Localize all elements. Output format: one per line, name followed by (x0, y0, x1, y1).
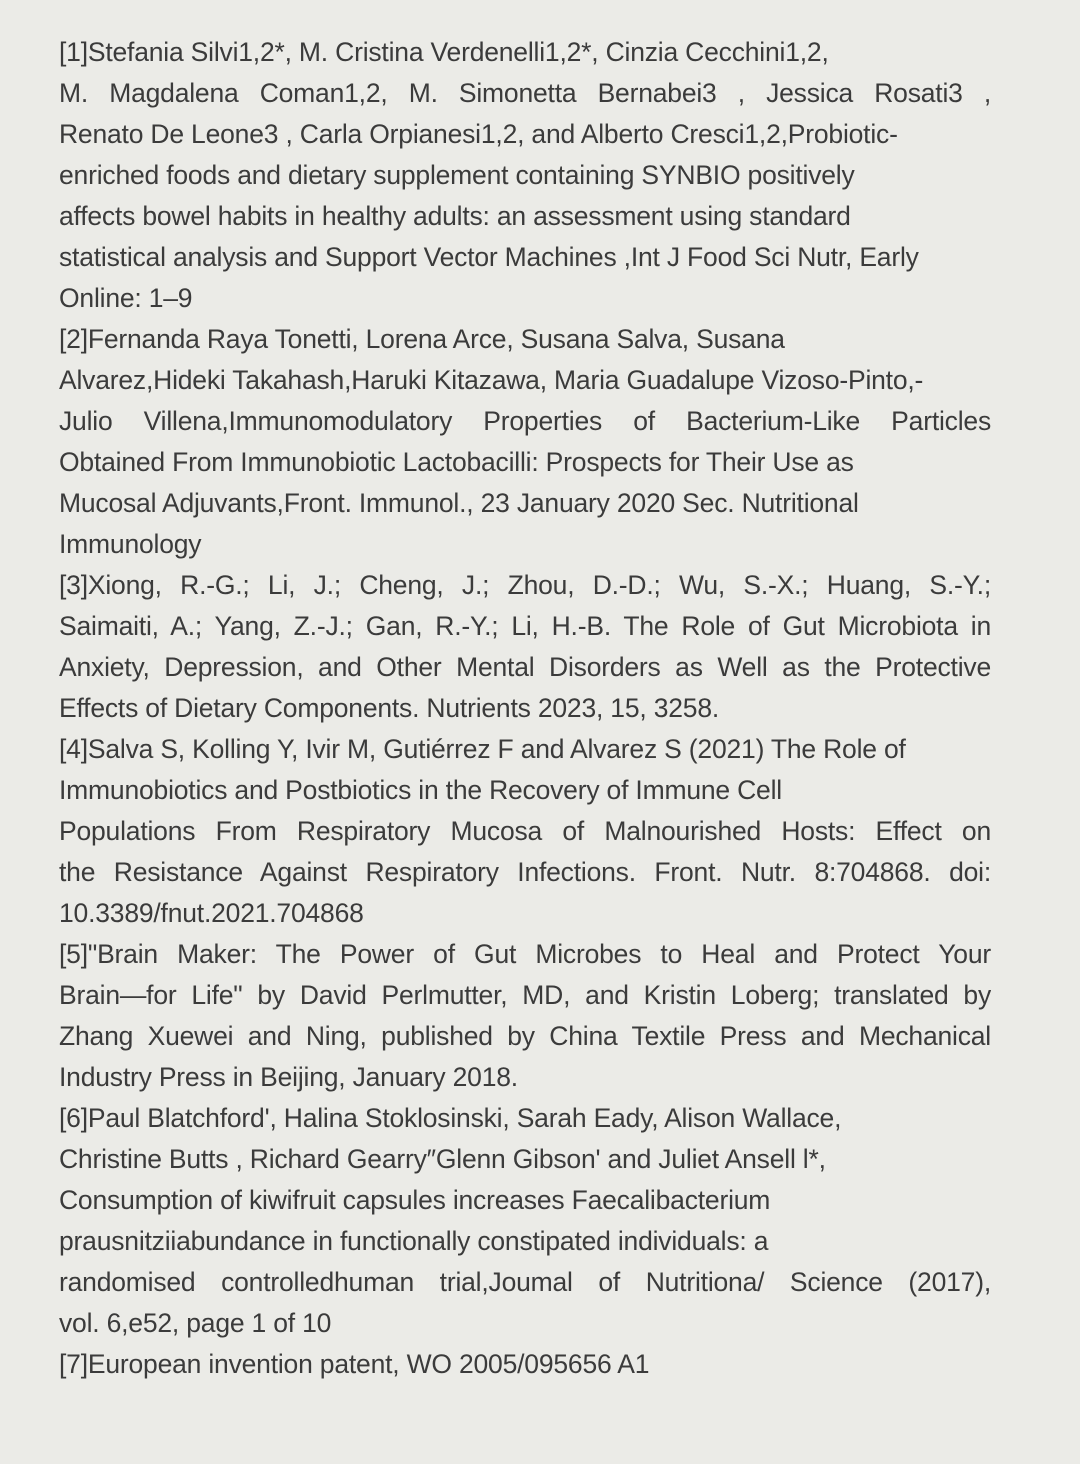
reference-item-2 (59, 319, 991, 565)
reference-line: [2]Fernanda Raya Tonetti, Lorena Arce, Susana Salva, Susana (59, 324, 785, 354)
reference-line: [7]European invention patent, WO 2005/095656 A1 (59, 1349, 650, 1379)
reference-list (59, 32, 991, 1385)
reference-line: affects bowel habits in healthy adults: an assessment using standard (59, 201, 851, 231)
reference-item-5 (59, 934, 991, 1098)
reference-line: prausnitziiabundance in functionally constipated individuals: a (59, 1226, 769, 1256)
reference-line: Obtained From Immunobiotic Lactobacilli: Prospects for Their Use as (59, 447, 854, 477)
reference-line: vol. 6,e52, page 1 of 10 (59, 1308, 332, 1338)
reference-line: Immunology (59, 529, 202, 559)
reference-line: statistical analysis and Support Vector Machines ,Int J Food Sci Nutr, Early (59, 242, 919, 272)
reference-line: Online: 1–9 (59, 283, 193, 313)
reference-line: Mucosal Adjuvants,Front. Immunol., 23 January 2020 Sec. Nutritional (59, 488, 859, 518)
reference-line: [1]Stefania Silvi1,2*, M. Cristina Verdenelli1,2*, Cinzia Cecchini1,2, (59, 37, 829, 67)
reference-line: Renato De Leone3 , Carla Orpianesi1,2, and Alberto Cresci1,2,Probiotic- (59, 119, 898, 149)
reference-line: Immunobiotics and Postbiotics in the Recovery of Immune Cell (59, 775, 782, 805)
reference-item-3 (59, 565, 991, 729)
reference-line: Saimaiti, A.; Yang, Z.-J.; Gan, R.-Y.; Li, H.-B. The Role of Gut Microbiota in (59, 611, 991, 641)
reference-line: Anxiety, Depression, and Other Mental Disorders as Well as the Protective (59, 652, 991, 682)
reference-line: Alvarez,Hideki Takahash,Haruki Kitazawa, Maria Guadalupe Vizoso-Pinto,- (59, 365, 924, 395)
reference-line: enriched foods and dietary supplement containing SYNBIO positively (59, 160, 855, 190)
reference-line: randomised controlledhuman trial,Joumal of Nutritiona/ Science (2017), (59, 1267, 991, 1297)
reference-line: M. Magdalena Coman1,2, M. Simonetta Bernabei3 , Jessica Rosati3 , (59, 78, 991, 108)
reference-line: Effects of Dietary Components. Nutrients 2023, 15, 3258. (59, 693, 720, 723)
reference-item-4 (59, 729, 991, 934)
reference-line: Populations From Respiratory Mucosa of Malnourished Hosts: Effect on (59, 816, 991, 846)
reference-line: Brain—for Life" by David Perlmutter, MD, and Kristin Loberg; translated by (59, 980, 991, 1010)
reference-line: 10.3389/fnut.2021.704868 (59, 898, 364, 928)
reference-line: the Resistance Against Respiratory Infections. Front. Nutr. 8:704868. doi: (59, 857, 991, 887)
reference-line: [6]Paul Blatchford', Halina Stoklosinski, Sarah Eady, Alison Wallace, (59, 1103, 842, 1133)
reference-line: Industry Press in Beijing, January 2018. (59, 1062, 518, 1092)
reference-line: [3]Xiong, R.-G.; Li, J.; Cheng, J.; Zhou, D.-D.; Wu, S.-X.; Huang, S.-Y.; (59, 570, 991, 600)
reference-line: Julio Villena,Immunomodulatory Properties of Bacterium-Like Particles (59, 406, 991, 436)
reference-line: [4]Salva S, Kolling Y, Ivir M, Gutiérrez F and Alvarez S (2021) The Role of (59, 734, 906, 764)
reference-item-7 (59, 1344, 991, 1385)
reference-line: Christine Butts , Richard Gearry″Glenn Gibson' and Juliet Ansell l*, (59, 1144, 826, 1174)
reference-item-1 (59, 32, 991, 319)
reference-line: [5]"Brain Maker: The Power of Gut Microbes to Heal and Protect Your (59, 939, 991, 969)
reference-item-6 (59, 1098, 991, 1344)
reference-line: Consumption of kiwifruit capsules increases Faecalibacterium (59, 1185, 771, 1215)
reference-line: Zhang Xuewei and Ning, published by China Textile Press and Mechanical (59, 1021, 991, 1051)
